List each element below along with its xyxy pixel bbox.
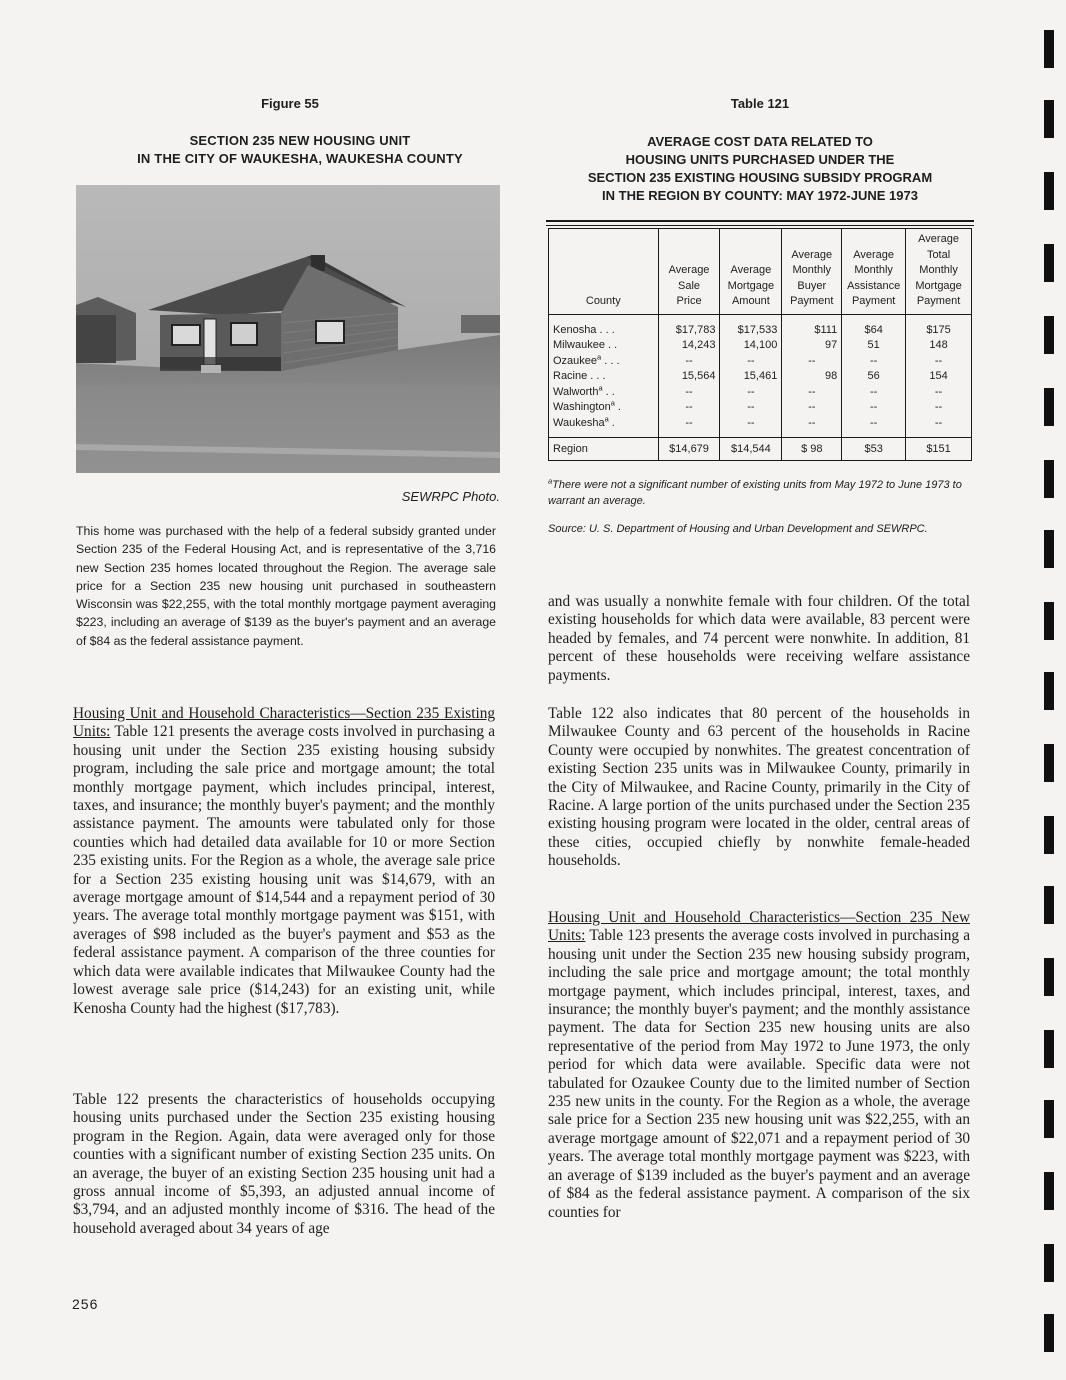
county-name: Waukesha: [553, 417, 605, 430]
assistance-payment-cell: 51: [842, 338, 906, 354]
county-footnote-mark: a: [610, 398, 615, 408]
table-title-line: HOUSING UNITS PURCHASED UNDER THE: [625, 152, 895, 167]
binding-mark: [1044, 1314, 1054, 1352]
table-title: [548, 133, 972, 205]
total-payment-cell: --: [906, 416, 972, 437]
footnote-mark: a: [548, 476, 553, 486]
binding-mark: [1044, 244, 1054, 282]
header-line: Average: [668, 264, 710, 276]
house-photo: [76, 185, 500, 473]
assistance-payment-cell: 56: [842, 369, 906, 385]
header-sale-price: [658, 229, 720, 315]
binding-mark: [1044, 30, 1054, 68]
binding-mark: [1044, 744, 1054, 782]
region-sale-price: $14,679: [658, 437, 720, 460]
binding-mark: [1044, 1172, 1054, 1210]
sale-price-cell: 15,564: [658, 369, 720, 385]
table-row: [549, 314, 972, 338]
binding-mark: [1044, 172, 1054, 210]
header-line: Payment: [790, 295, 834, 307]
county-cell: Ozaukee$^a$ . . .: [549, 354, 659, 370]
buyer-payment-cell: --: [782, 400, 842, 416]
county-footnote-mark: a: [597, 352, 602, 362]
figure-title-line: IN THE CITY OF WAUKESHA, WAUKESHA COUNTY: [137, 151, 463, 166]
binding-mark: [1044, 1244, 1054, 1282]
header-line: Monthly: [854, 264, 893, 276]
county-cell: Walworth$^a$ . .: [549, 385, 659, 401]
table-label: Table 121: [730, 96, 790, 111]
header-line: Average: [730, 264, 772, 276]
header-line: Total: [926, 248, 951, 261]
assistance-payment-cell: --: [842, 354, 906, 370]
buyer-payment-cell: 98: [782, 369, 842, 385]
binding-mark: [1044, 958, 1054, 996]
mortgage-amount-cell: --: [720, 416, 782, 437]
page-number: 256: [72, 1296, 99, 1312]
figure-title-line: SECTION 235 NEW HOUSING UNIT: [189, 133, 411, 148]
total-payment-cell: --: [906, 400, 972, 416]
footnote-text: There were not a significant number of existing units from May 1972 to June 1973 to warrant an average.: [548, 479, 962, 507]
buyer-payment-cell: --: [782, 354, 842, 370]
header-line: Payment: [916, 295, 961, 307]
mortgage-amount-cell: 14,100: [720, 338, 782, 354]
region-mortgage-amount: $14,544: [720, 437, 782, 460]
buyer-payment-cell: $111: [782, 314, 842, 338]
sale-price-cell: --: [658, 416, 720, 437]
county-footnote-mark: a: [598, 383, 603, 393]
total-payment-cell: --: [906, 385, 972, 401]
figure-label: Figure 55: [261, 96, 319, 111]
table-row: [549, 338, 972, 354]
county-name: Kenosha: [553, 323, 597, 336]
binding-mark: [1044, 388, 1054, 426]
sale-price-cell: --: [658, 354, 720, 370]
section-heading-existing-units: Housing Unit and Household Characteristics—Section 235 Existing Units:: [73, 705, 495, 741]
county-cell: Waukesha$^a$ .: [549, 416, 659, 437]
table-title-line: SECTION 235 EXISTING HOUSING SUBSIDY PROGRAM: [587, 170, 933, 185]
header-line: Amount: [731, 295, 770, 307]
header-buyer-payment: [782, 229, 842, 315]
header-line: Average: [853, 248, 895, 261]
mortgage-amount-cell: 15,461: [720, 369, 782, 385]
header-line: Monthly: [792, 264, 832, 276]
header-assistance-payment: [842, 229, 906, 315]
binding-mark: [1044, 602, 1054, 640]
region-buyer-payment: $ 98: [782, 437, 842, 460]
table-total-row: [549, 437, 972, 460]
total-payment-cell: --: [906, 354, 972, 370]
house-photo-image: [76, 185, 500, 473]
table-title-line: IN THE REGION BY COUNTY: MAY 1972-JUNE 1973: [602, 188, 918, 203]
right-paragraph-1: and was usually a nonwhite female with four children. Of the total existing households for which data were available, 83 percent were headed by females, and 74 percent were nonwhite. In addition, 81 percent of these households were receiving welfare assistance payments.: [548, 593, 970, 684]
assistance-payment-cell: --: [842, 416, 906, 437]
table-row: [549, 416, 972, 437]
header-line: Price: [676, 295, 702, 307]
buyer-payment-cell: --: [782, 416, 842, 437]
sale-price-cell: --: [658, 400, 720, 416]
table-row: [549, 400, 972, 416]
binding-mark: [1044, 316, 1054, 354]
buyer-payment-cell: --: [782, 385, 842, 401]
figure-title: [80, 132, 520, 168]
header-line: Sale: [678, 279, 701, 292]
region-assistance-payment: $53: [842, 437, 906, 460]
table-title-line: AVERAGE COST DATA RELATED TO: [647, 134, 873, 149]
sale-price-cell: 14,243: [658, 338, 720, 354]
county-name: Walworth: [553, 385, 599, 398]
region-total-payment: $151: [906, 437, 972, 460]
header-county: County: [549, 229, 659, 315]
header-line: Buyer: [797, 279, 827, 292]
binding-mark: [1044, 530, 1054, 568]
mortgage-amount-cell: --: [720, 400, 782, 416]
sale-price-cell: --: [658, 385, 720, 401]
county-name: Milwaukee: [553, 339, 605, 352]
left-paragraph-2: Table 122 presents the characteristics of households occupying housing units purchased under the Section 235 existing housing program in the Region. Again, data were averaged only for those counties with a significant number of existing Section 235 units. On an average, the buyer of an existing Section 235 housing unit had a gross annual income of $5,393, an adjusted annual income of $3,794, and an adjusted monthly income of $316. The head of the household averaged about 34 years of age: [73, 1091, 495, 1237]
region-label-cell: Region: [549, 437, 659, 460]
header-line: Assistance: [847, 279, 901, 292]
table-top-rule: [546, 220, 974, 226]
right-paragraph-2: Table 122 also indicates that 80 percent of the households in Milwaukee County and 63 percent of the households in Racine County were occupied by nonwhites. The greatest concentration of existing Section 235 units was in Milwaukee County, primarily in the City of Milwaukee, and Racine County, primarily in the City of Racine. A large portion of the units purchased under the Section 235 existing housing program were located in the older, central areas of these cities, occupied chiefly by nonwhite female-headed households.: [548, 705, 970, 870]
county-footnote-mark: a: [604, 414, 609, 424]
county-name: Washington: [553, 401, 611, 414]
assistance-payment-cell: $64: [842, 314, 906, 338]
figure-caption: This home was purchased with the help of a federal subsidy granted under Section 235 of the Federal Housing Act, and is representative of the 3,716 new Section 235 homes located throughout the Region. The average sale price for a Section 235 new housing unit purchased in southeastern Wisconsin was $22,255, with the total monthly mortgage payment averaging $223, including an average of $139 as the buyer's payment and an average of $84 as the federal assistance payment.: [76, 524, 496, 648]
binding-mark: [1044, 1100, 1054, 1138]
county-cell: Racine . . .: [549, 369, 659, 385]
section-heading-new-units: Housing Unit and Household Characteristics—Section 235 New Units:: [548, 909, 970, 945]
county-cell: Kenosha . . .: [549, 314, 659, 338]
table-row: [549, 354, 972, 370]
county-name: Racine: [553, 370, 588, 383]
header-line: Payment: [851, 295, 896, 307]
header-total-payment: [906, 229, 972, 315]
table-source: Source: U. S. Department of Housing and Urban Development and SEWRPC.: [548, 523, 928, 535]
sale-price-cell: $17,783: [658, 314, 720, 338]
binding-mark: [1044, 672, 1054, 710]
header-line: Monthly: [919, 264, 958, 276]
binding-mark: [1044, 100, 1054, 138]
table-row: [549, 369, 972, 385]
binding-mark: [1044, 1030, 1054, 1068]
mortgage-amount-cell: $17,533: [720, 314, 782, 338]
county-cell: Washington$^a$ .: [549, 400, 659, 416]
binding-mark: [1044, 816, 1054, 854]
total-payment-cell: $175: [906, 314, 972, 338]
header-line: Mortgage: [915, 279, 962, 292]
buyer-payment-cell: 97: [782, 338, 842, 354]
county-name: Ozaukee: [553, 354, 598, 367]
left-paragraph-1: [73, 705, 495, 1018]
total-payment-cell: 154: [906, 369, 972, 385]
right-paragraph-3: [548, 909, 970, 1222]
photo-credit: SEWRPC Photo.: [401, 489, 500, 504]
table-header-row: [549, 229, 972, 315]
assistance-payment-cell: --: [842, 385, 906, 401]
binding-mark: [1044, 886, 1054, 924]
county-cell: Milwaukee . .: [549, 338, 659, 354]
mortgage-amount-cell: --: [720, 354, 782, 370]
total-payment-cell: 148: [906, 338, 972, 354]
header-line: Mortgage: [727, 279, 775, 292]
mortgage-amount-cell: --: [720, 385, 782, 401]
paragraph-text: Table 121 presents the average costs involved in purchasing a housing unit under the Section 235 existing housing subsidy program, including the sale price and mortgage amount; the total monthly mortgage payment, which includes principal, interest, taxes, and insurance; the monthly buyer's payment; and the monthly assistance payment. The amounts were tabulated only for those counties which had detailed data available for 10 or more Section 235 existing units. For the Region as a whole, the average sale price for a Section 235 existing housing unit was $14,679, with an average mortgage amount of $14,544 and a repayment period of 30 years. The average total monthly mortgage payment was $151, with averages of $98 included as the buyer's payment and $53 as the federal assistance payment. A comparison of the three counties for which data were available indicates that Milwaukee County had the lowest average sale price ($14,243) for an existing unit, while Kenosha County had the highest ($17,783).: [73, 723, 495, 1017]
paragraph-text: Table 123 presents the average costs involved in purchasing a housing unit under the Section 235 new housing subsidy program, including the sale price and mortgage amount; the total monthly mortgage payment, which includes principal, interest, taxes, and insurance; the monthly buyer's payment; and the monthly assistance payment. The data for Section 235 new housing units are also representative of the period from May 1972 to June 1973, the only period for which data were available. Specific data were not tabulated for Ozaukee County due to the limited number of Section 235 new units in the county. For the Region as a whole, the average sale price for a Section 235 new housing unit was $22,255, with an average mortgage amount of $22,071 and a repayment period of 30 years. The average total monthly mortgage payment was $223, with an average of $139 included as the buyer's payment and an average of $84 as the federal assistance payment. A comparison of the six counties for: [548, 927, 970, 1221]
header-line: Average: [791, 248, 833, 261]
header-line: Average: [918, 233, 959, 245]
assistance-payment-cell: --: [842, 400, 906, 416]
header-mortgage-amount: [720, 229, 782, 315]
binding-mark: [1044, 460, 1054, 498]
cost-data-table: [548, 228, 972, 461]
table-footnote: [548, 477, 972, 509]
